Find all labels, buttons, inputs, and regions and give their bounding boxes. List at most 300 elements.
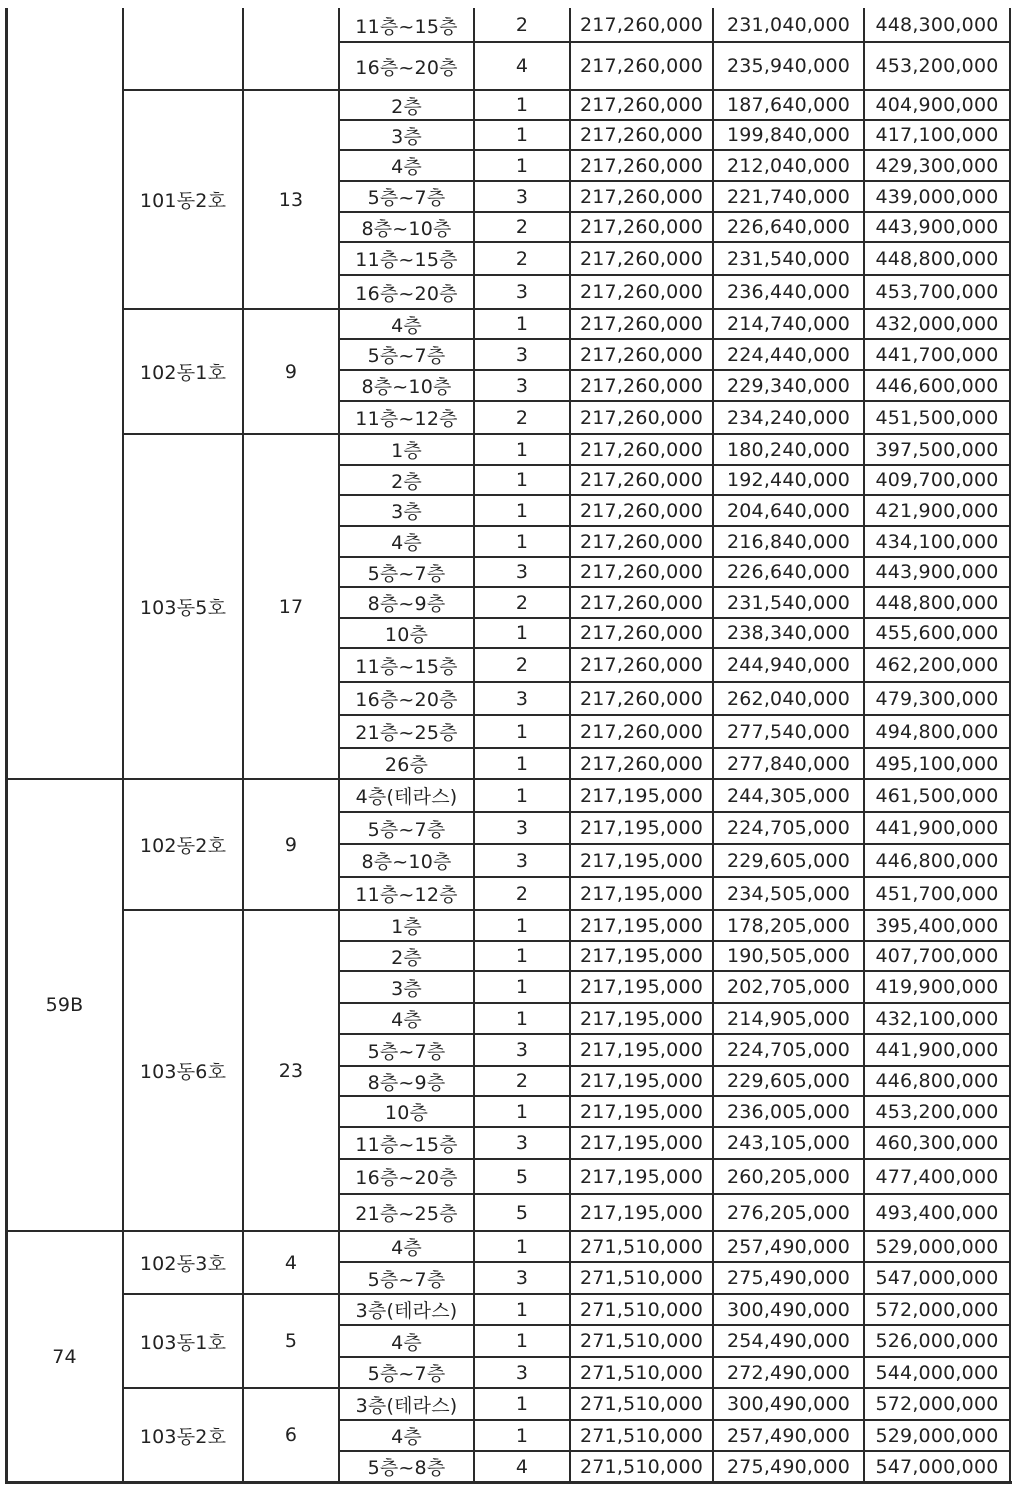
unit-type-cell: 102동2호 [139, 835, 227, 857]
floor-cell: 4층 [391, 156, 422, 178]
floor-cell: 3층(테라스) [355, 1394, 458, 1417]
household-count-cell: 3 [515, 1132, 529, 1154]
building-price-cell: 224,440,000 [726, 343, 851, 366]
building-price-cell: 277,540,000 [726, 720, 851, 743]
building-price-cell: 275,490,000 [726, 1267, 851, 1289]
floor-cell: 4층(테라스) [355, 786, 458, 808]
land-price-cell: 217,260,000 [579, 281, 704, 303]
building-price-cell: 272,490,000 [726, 1361, 851, 1384]
land-price-cell: 217,260,000 [579, 622, 704, 644]
total-price-cell: 544,000,000 [875, 1361, 999, 1384]
table-grid-line [339, 1387, 1010, 1389]
household-count-cell: 1 [515, 313, 529, 335]
household-count-cell: 1 [515, 1330, 529, 1352]
table-grid-line [339, 1230, 1010, 1232]
table-grid-line [339, 180, 1010, 182]
table-grid-line [339, 211, 1010, 213]
total-price-cell: 461,500,000 [875, 784, 999, 807]
building-price-cell: 199,840,000 [726, 124, 851, 146]
total-price-cell: 395,400,000 [875, 914, 999, 937]
floor-cell: 10층 [384, 1102, 429, 1124]
household-count-cell: 2 [515, 1070, 529, 1092]
land-price-cell: 217,260,000 [579, 561, 704, 583]
total-price-cell: 441,900,000 [875, 1039, 999, 1061]
table-grid-line [339, 811, 1010, 813]
household-count-cell: 1 [515, 154, 529, 177]
floor-cell: 4층 [391, 1331, 422, 1354]
land-price-cell: 217,260,000 [579, 14, 704, 36]
floor-cell: 11층~15층 [355, 249, 458, 271]
table-grid-line [339, 1158, 1010, 1160]
area-type-cell [6, 8, 123, 779]
household-count-cell: 5 [515, 1201, 529, 1224]
floor-cell: 1층 [391, 440, 422, 462]
total-price-cell: 419,900,000 [875, 976, 999, 998]
land-price-cell: 217,260,000 [579, 247, 704, 270]
land-price-cell: 217,195,000 [579, 882, 704, 905]
building-price-cell: 236,440,000 [726, 281, 851, 303]
land-price-cell: 217,260,000 [579, 154, 704, 177]
household-count-cell: 1 [515, 976, 529, 998]
total-price-cell: 453,200,000 [875, 55, 999, 77]
floor-cell: 3층(테라스) [355, 1300, 458, 1322]
table-grid-line [339, 1033, 1010, 1035]
land-price-cell: 217,195,000 [579, 1165, 704, 1188]
building-price-cell: 234,505,000 [726, 882, 851, 905]
building-price-cell: 276,205,000 [726, 1201, 851, 1224]
building-price-cell: 300,490,000 [726, 1298, 851, 1321]
land-price-cell: 271,510,000 [579, 1267, 704, 1289]
land-price-cell: 271,510,000 [579, 1235, 704, 1258]
total-price-cell: 453,200,000 [875, 1100, 999, 1123]
total-price-cell: 460,300,000 [875, 1132, 999, 1154]
land-price-cell: 217,195,000 [579, 1132, 704, 1154]
total-price-cell: 494,800,000 [875, 720, 999, 743]
household-count-cell: 3 [515, 561, 529, 583]
total-price-cell: 572,000,000 [875, 1298, 999, 1321]
land-price-cell: 217,260,000 [579, 438, 704, 461]
floor-cell: 16층~20층 [355, 689, 458, 711]
floor-cell: 16층~20층 [355, 56, 458, 79]
floor-cell: 10층 [384, 623, 429, 646]
land-price-cell: 217,195,000 [579, 914, 704, 937]
household-count-cell: 4 [515, 1455, 529, 1478]
building-price-cell: 216,840,000 [726, 530, 851, 553]
table-grid-line [339, 1065, 1010, 1067]
building-price-cell: 192,440,000 [726, 469, 851, 491]
table-grid-line [5, 1481, 1012, 1484]
floor-cell: 11층~15층 [355, 655, 458, 678]
total-price-cell: 526,000,000 [875, 1330, 999, 1352]
table-grid-line [123, 1387, 339, 1389]
floor-cell: 16층~20층 [355, 1167, 458, 1189]
household-count-cell: 1 [515, 94, 529, 116]
total-price-cell: 439,000,000 [875, 185, 999, 208]
table-grid-line [339, 647, 1010, 649]
unit-count-cell: 6 [284, 1424, 298, 1446]
household-count-cell: 3 [515, 343, 529, 366]
table-grid-line [339, 1261, 1010, 1263]
land-price-cell: 217,195,000 [579, 1070, 704, 1092]
table-grid-line [339, 1002, 1010, 1004]
land-price-cell: 217,260,000 [579, 55, 704, 77]
table-grid-line [339, 714, 1010, 716]
household-count-cell: 2 [515, 406, 529, 429]
land-price-cell: 217,260,000 [579, 654, 704, 676]
land-price-cell: 271,510,000 [579, 1424, 704, 1447]
table-grid-line [339, 433, 1010, 435]
area-type-cell: 74 [52, 1345, 77, 1368]
building-price-cell: 229,340,000 [726, 374, 851, 397]
total-price-cell: 446,800,000 [875, 849, 999, 872]
land-price-cell: 217,260,000 [579, 185, 704, 208]
land-price-cell: 217,260,000 [579, 499, 704, 522]
table-grid-line [123, 308, 339, 310]
total-price-cell: 432,000,000 [875, 313, 999, 335]
table-grid-line [863, 8, 865, 1482]
unit-type-cell: 103동5호 [139, 597, 227, 619]
household-count-cell: 1 [515, 530, 529, 553]
table-grid-line [339, 308, 1010, 310]
building-price-cell: 277,840,000 [726, 752, 851, 775]
floor-cell: 5층~7층 [367, 562, 446, 585]
table-grid-line [339, 843, 1010, 845]
land-price-cell: 271,510,000 [579, 1330, 704, 1352]
building-price-cell: 231,540,000 [726, 591, 851, 614]
table-grid-line [339, 525, 1010, 527]
building-price-cell: 226,640,000 [726, 216, 851, 238]
table-grid-line [339, 464, 1010, 466]
unit-count-cell: 23 [278, 1059, 304, 1082]
floor-cell: 11층~12층 [355, 884, 458, 906]
table-grid-line [712, 8, 714, 1482]
land-price-cell: 217,195,000 [579, 817, 704, 839]
total-price-cell: 443,900,000 [875, 216, 999, 238]
land-price-cell: 217,260,000 [579, 124, 704, 146]
unit-type-cell: 101동2호 [139, 190, 227, 212]
land-price-cell: 217,195,000 [579, 1007, 704, 1030]
land-price-cell: 217,260,000 [579, 720, 704, 743]
total-price-cell: 572,000,000 [875, 1393, 999, 1415]
floor-cell: 8층~10층 [361, 376, 452, 398]
table-grid-line [339, 747, 1010, 749]
area-type-cell: 59B [45, 994, 84, 1016]
table-grid-line [339, 274, 1010, 276]
household-count-cell: 1 [515, 1100, 529, 1123]
land-price-cell: 217,260,000 [579, 216, 704, 238]
floor-cell: 11층~12층 [355, 408, 458, 430]
household-count-cell: 1 [515, 124, 529, 146]
building-price-cell: 260,205,000 [726, 1165, 851, 1188]
land-price-cell: 217,195,000 [579, 1100, 704, 1123]
unit-count-cell: 9 [284, 360, 298, 383]
total-price-cell: 493,400,000 [875, 1201, 999, 1224]
table-grid-line [339, 119, 1010, 121]
building-price-cell: 226,640,000 [726, 561, 851, 583]
land-price-cell: 271,510,000 [579, 1393, 704, 1415]
household-count-cell: 2 [515, 882, 529, 905]
floor-cell: 26층 [384, 754, 429, 776]
floor-cell: 4층 [391, 1009, 422, 1031]
table-grid-line [123, 1230, 339, 1232]
table-grid-line [339, 1293, 1010, 1295]
building-price-cell: 243,105,000 [726, 1132, 851, 1154]
table-grid-line [339, 681, 1010, 683]
land-price-cell: 217,260,000 [579, 313, 704, 335]
total-price-cell: 495,100,000 [875, 752, 999, 775]
total-price-cell: 477,400,000 [875, 1165, 999, 1188]
table-grid-line [123, 1293, 339, 1295]
household-count-cell: 1 [515, 752, 529, 775]
land-price-cell: 217,260,000 [579, 469, 704, 491]
building-price-cell: 214,740,000 [726, 313, 851, 335]
building-price-cell: 275,490,000 [726, 1455, 851, 1478]
total-price-cell: 547,000,000 [875, 1267, 999, 1289]
building-price-cell: 235,940,000 [726, 55, 851, 77]
table-grid-line [123, 909, 339, 911]
building-price-cell: 212,040,000 [726, 154, 851, 177]
floor-cell: 21층~25층 [355, 722, 458, 744]
household-count-cell: 1 [515, 1298, 529, 1321]
floor-cell: 4층 [391, 1426, 422, 1448]
floor-cell: 4층 [391, 532, 422, 554]
household-count-cell: 3 [515, 374, 529, 397]
floor-cell: 16층~20층 [355, 282, 458, 305]
unit-count-cell: 13 [278, 188, 304, 211]
total-price-cell: 453,700,000 [875, 281, 999, 303]
land-price-cell: 217,260,000 [579, 343, 704, 366]
table-grid-line [339, 1450, 1010, 1452]
unit-type-cell [123, 8, 243, 90]
floor-cell: 5층~8층 [367, 1457, 446, 1479]
land-price-cell: 217,195,000 [579, 976, 704, 998]
household-count-cell: 1 [515, 1393, 529, 1415]
building-price-cell: 231,540,000 [726, 247, 851, 270]
table-grid-line [339, 586, 1010, 588]
land-price-cell: 217,195,000 [579, 945, 704, 967]
total-price-cell: 451,500,000 [875, 406, 999, 429]
total-price-cell: 446,600,000 [875, 374, 999, 397]
household-count-cell: 1 [515, 622, 529, 644]
household-count-cell: 3 [515, 849, 529, 872]
table-grid-line [339, 494, 1010, 496]
unit-count-cell: 17 [278, 595, 304, 618]
household-count-cell: 1 [515, 914, 529, 937]
land-price-cell: 217,260,000 [579, 374, 704, 397]
floor-cell: 21층~25층 [355, 1203, 458, 1225]
land-price-cell: 271,510,000 [579, 1455, 704, 1478]
total-price-cell: 421,900,000 [875, 499, 999, 522]
table-grid-line [6, 778, 123, 780]
total-price-cell: 404,900,000 [875, 94, 999, 116]
building-price-cell: 180,240,000 [726, 438, 851, 461]
total-price-cell: 547,000,000 [875, 1455, 999, 1478]
table-grid-line [123, 778, 339, 780]
table-grid-line [339, 970, 1010, 972]
total-price-cell: 417,100,000 [875, 124, 999, 146]
land-price-cell: 217,260,000 [579, 591, 704, 614]
land-price-cell: 217,260,000 [579, 406, 704, 429]
table-grid-line [123, 433, 339, 435]
total-price-cell: 529,000,000 [875, 1235, 999, 1258]
household-count-cell: 1 [515, 438, 529, 461]
building-price-cell: 234,240,000 [726, 406, 851, 429]
unit-count-cell: 5 [284, 1330, 298, 1352]
floor-cell: 1층 [391, 916, 422, 938]
total-price-cell: 441,700,000 [875, 343, 999, 366]
floor-cell: 2층 [391, 470, 422, 493]
unit-count-cell: 9 [284, 833, 298, 856]
unit-type-cell: 103동1호 [139, 1331, 227, 1354]
total-price-cell: 397,500,000 [875, 438, 999, 461]
building-price-cell: 262,040,000 [726, 687, 851, 710]
land-price-cell: 217,260,000 [579, 530, 704, 553]
building-price-cell: 244,940,000 [726, 654, 851, 676]
floor-cell: 2층 [391, 95, 422, 118]
table-grid-line [1009, 8, 1011, 1482]
table-grid-line [339, 1126, 1010, 1128]
household-count-cell: 1 [515, 469, 529, 491]
table-grid-line [122, 8, 124, 1482]
table-grid-line [339, 1193, 1010, 1195]
building-price-cell: 229,605,000 [726, 849, 851, 872]
table-grid-line [339, 617, 1010, 619]
total-price-cell: 446,800,000 [875, 1070, 999, 1092]
land-price-cell: 217,195,000 [579, 1201, 704, 1224]
table-grid-line [339, 556, 1010, 558]
household-count-cell: 4 [515, 55, 529, 77]
unit-type-cell: 103동2호 [139, 1425, 227, 1448]
building-price-cell: 238,340,000 [726, 622, 851, 644]
table-grid-line [339, 338, 1010, 340]
total-price-cell: 434,100,000 [875, 530, 999, 553]
table-grid-line [5, 8, 8, 1484]
floor-cell: 4층 [391, 1237, 422, 1259]
household-count-cell: 3 [515, 817, 529, 839]
building-price-cell: 236,005,000 [726, 1100, 851, 1123]
table-grid-line [339, 1095, 1010, 1097]
total-price-cell: 407,700,000 [875, 945, 999, 967]
total-price-cell: 479,300,000 [875, 687, 999, 710]
household-count-cell: 1 [515, 1424, 529, 1447]
floor-cell: 2층 [391, 946, 422, 969]
table-grid-line [339, 940, 1010, 942]
land-price-cell: 217,260,000 [579, 687, 704, 710]
total-price-cell: 451,700,000 [875, 882, 999, 905]
building-price-cell: 257,490,000 [726, 1235, 851, 1258]
total-price-cell: 448,300,000 [875, 14, 999, 36]
household-count-cell: 1 [515, 945, 529, 967]
floor-cell: 5층~7층 [367, 187, 446, 209]
table-grid-line [339, 909, 1010, 911]
total-price-cell: 441,900,000 [875, 817, 999, 839]
total-price-cell: 443,900,000 [875, 561, 999, 583]
household-count-cell: 2 [515, 654, 529, 676]
table-grid-line [242, 8, 244, 1482]
household-count-cell: 2 [515, 247, 529, 270]
total-price-cell: 432,100,000 [875, 1007, 999, 1030]
building-price-cell: 244,305,000 [726, 784, 851, 807]
table-grid-line [473, 8, 475, 1482]
household-count-cell: 1 [515, 1007, 529, 1030]
table-grid-line [123, 89, 339, 91]
total-price-cell: 409,700,000 [875, 469, 999, 491]
table-grid-line [338, 8, 340, 1482]
table-grid-line [6, 1230, 123, 1232]
table-grid-line [339, 1356, 1010, 1358]
building-price-cell: 231,040,000 [726, 14, 851, 36]
building-price-cell: 178,205,000 [726, 914, 851, 937]
unit-count-cell: 4 [284, 1251, 298, 1274]
floor-cell: 5층~7층 [367, 818, 446, 841]
floor-cell: 4층 [391, 314, 422, 337]
household-count-cell: 5 [515, 1165, 529, 1188]
floor-cell: 3층 [391, 125, 422, 148]
building-price-cell: 229,605,000 [726, 1070, 851, 1092]
building-price-cell: 204,640,000 [726, 499, 851, 522]
household-count-cell: 3 [515, 1267, 529, 1289]
floor-cell: 8층~10층 [361, 851, 452, 873]
household-count-cell: 3 [515, 1361, 529, 1384]
floor-cell: 8층~9층 [367, 1071, 446, 1094]
floor-cell: 8층~10층 [361, 217, 452, 240]
total-price-cell: 455,600,000 [875, 622, 999, 644]
land-price-cell: 217,260,000 [579, 94, 704, 116]
household-count-cell: 2 [515, 216, 529, 238]
building-price-cell: 221,740,000 [726, 185, 851, 208]
building-price-cell: 257,490,000 [726, 1424, 851, 1447]
table-grid-line [339, 369, 1010, 371]
table-grid-line [339, 778, 1010, 780]
land-price-cell: 217,195,000 [579, 849, 704, 872]
building-price-cell: 187,640,000 [726, 94, 851, 116]
household-count-cell: 2 [515, 591, 529, 614]
floor-cell: 8층~9층 [367, 593, 446, 615]
unit-type-cell: 102동3호 [139, 1253, 227, 1275]
building-price-cell: 300,490,000 [726, 1393, 851, 1415]
household-count-cell: 2 [515, 14, 529, 36]
building-price-cell: 190,505,000 [726, 945, 851, 967]
table-grid-line [339, 1324, 1010, 1326]
total-price-cell: 448,800,000 [875, 247, 999, 270]
building-price-cell: 224,705,000 [726, 817, 851, 839]
table-grid-line [339, 149, 1010, 151]
floor-cell: 3층 [391, 501, 422, 523]
household-count-cell: 3 [515, 687, 529, 710]
total-price-cell: 429,300,000 [875, 154, 999, 177]
unit-type-cell: 102동1호 [139, 362, 227, 384]
household-count-cell: 1 [515, 1235, 529, 1258]
unit-count-cell [243, 8, 339, 90]
table-grid-line [339, 241, 1010, 243]
household-count-cell: 3 [515, 185, 529, 208]
table-grid-line [339, 1419, 1010, 1421]
floor-cell: 5층~7층 [367, 1363, 446, 1385]
land-price-cell: 217,260,000 [579, 752, 704, 775]
table-grid-line [339, 41, 1010, 43]
household-count-cell: 1 [515, 784, 529, 807]
land-price-cell: 271,510,000 [579, 1361, 704, 1384]
table-grid-line [339, 89, 1010, 91]
building-price-cell: 254,490,000 [726, 1330, 851, 1352]
total-price-cell: 448,800,000 [875, 591, 999, 614]
building-price-cell: 202,705,000 [726, 976, 851, 998]
total-price-cell: 462,200,000 [875, 654, 999, 676]
floor-cell: 11층~15층 [355, 15, 458, 38]
table-grid-line [339, 876, 1010, 878]
household-count-cell: 1 [515, 720, 529, 743]
floor-cell: 5층~7층 [367, 345, 446, 367]
